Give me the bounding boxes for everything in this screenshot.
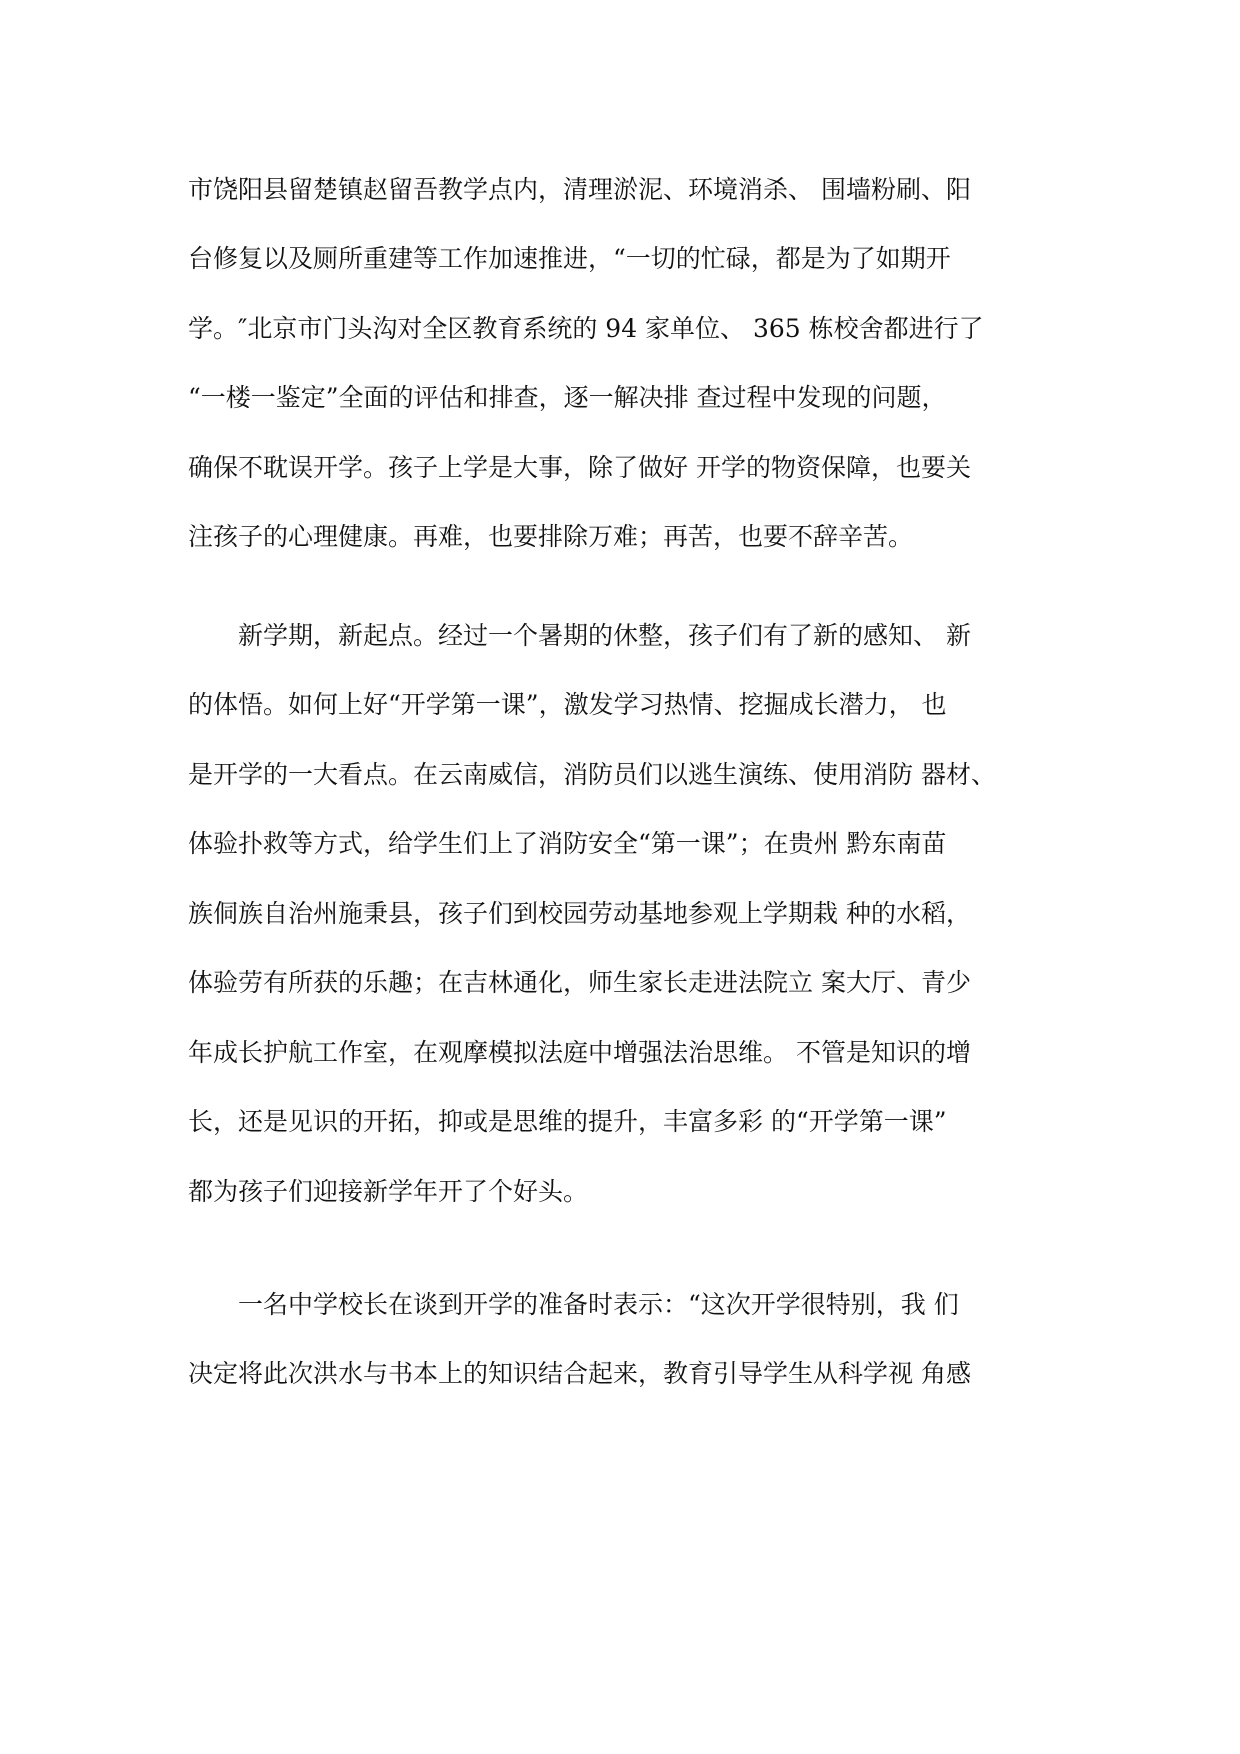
text-line: 学。″北京市门头沟对全区教育系统的 94 家单位、 365 栋校舍都进行了 bbox=[188, 314, 984, 343]
text-line: 一名中学校长在谈到开学的准备时表示：“这次开学很特别，我 们 bbox=[188, 1290, 959, 1319]
text-line: “一楼一鉴定”全面的评估和排查，逐一解决排 查过程中发现的问题， bbox=[188, 383, 947, 412]
text-line: 都为孩子们迎接新学年开了个好头。 bbox=[188, 1177, 589, 1206]
text-line: 市饶阳县留楚镇赵留吾教学点内，清理淤泥、环境消杀、 围墙粉刷、阳 bbox=[188, 175, 971, 204]
text-line: 族侗族自治州施秉县，孩子们到校园劳动基地参观上学期栽 种的水稻， bbox=[188, 899, 971, 928]
text-line: 长，还是见识的开拓，抑或是思维的提升，丰富多彩 的“开学第一课” bbox=[188, 1107, 947, 1136]
text-line: 台修复以及厕所重建等工作加速推进，“一切的忙碌，都是为了如期开 bbox=[188, 244, 951, 273]
text-line: 是开学的一大看点。在云南威信，消防员们以逃生演练、使用消防 器材、 bbox=[188, 760, 996, 789]
text-line: 决定将此次洪水与书本上的知识结合起来，教育引导学生从科学视 角感 bbox=[188, 1359, 971, 1388]
text-line: 确保不耽误开学。孩子上学是大事，除了做好 开学的物资保障，也要关 bbox=[188, 453, 971, 482]
text-line: 的体悟。如何上好“开学第一课”，激发学习热情、挖掘成长潜力， 也 bbox=[188, 690, 947, 719]
text-line: 年成长护航工作室，在观摩模拟法庭中增强法治思维。 不管是知识的增 bbox=[188, 1038, 971, 1067]
text-line: 体验扑救等方式，给学生们上了消防安全“第一课”；在贵州 黔东南苗 bbox=[188, 829, 947, 858]
text-line: 新学期，新起点。经过一个暑期的休整，孩子们有了新的感知、 新 bbox=[188, 621, 971, 650]
text-line: 注孩子的心理健康。再难，也要排除万难；再苦，也要不辞辛苦。 bbox=[188, 522, 914, 551]
text-line: 体验劳有所获的乐趣；在吉林通化，师生家长走进法院立 案大厅、青少 bbox=[188, 968, 971, 997]
